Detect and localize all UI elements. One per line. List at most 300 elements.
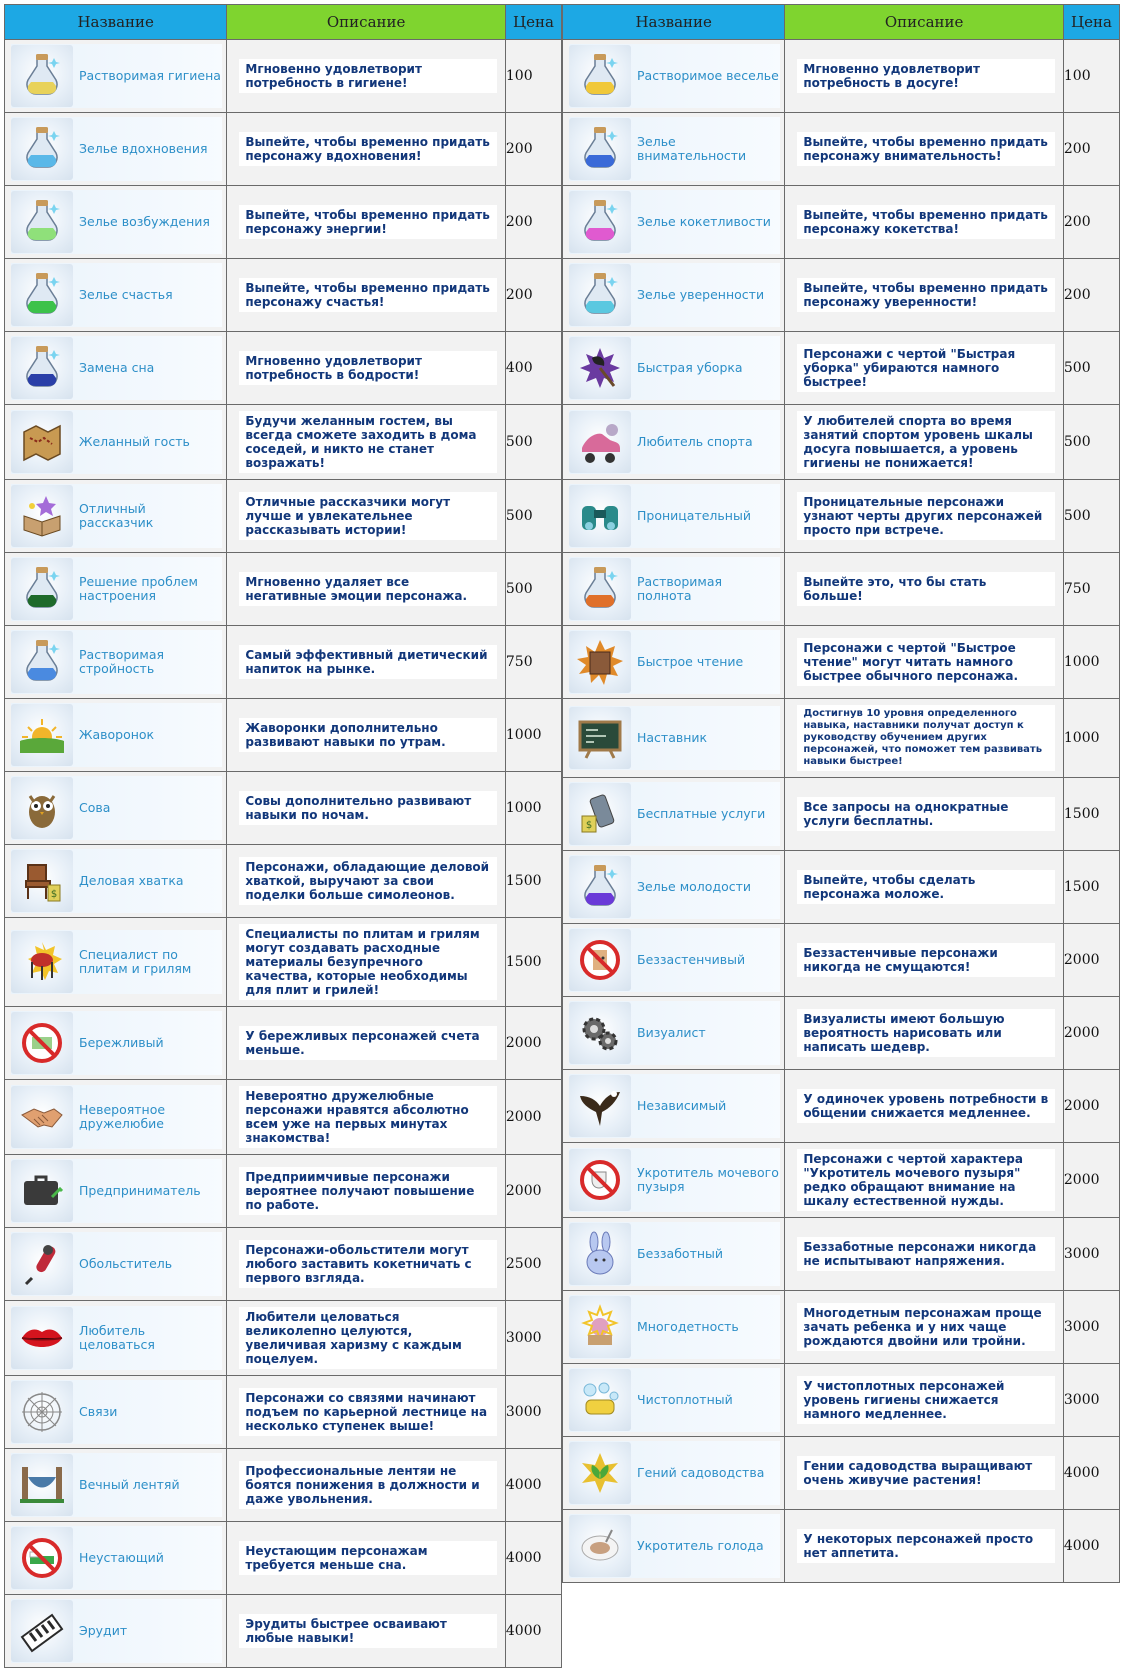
trait-name: Визуалист [637,1025,706,1040]
trait-description: Беззастенчивые персонажи никогда не смущаются! [797,943,1055,977]
table-row [563,1070,1120,1143]
trait-description: Выпейте, чтобы временно придать персонажу уверенности! [797,278,1055,312]
description-cell [227,845,506,918]
trait-price: 3000 [1063,1218,1119,1291]
potion-icon [11,558,73,620]
table-row [5,626,562,699]
svg-text:$: $ [50,889,58,900]
column-header-description: Описание [227,5,506,40]
trait-name-box [11,630,222,694]
description-cell [227,1007,506,1080]
name-cell [5,1080,227,1155]
trait-price: 750 [505,626,561,699]
name-cell [5,1449,227,1522]
flower-icon [569,1442,631,1504]
traits-table-left [4,4,562,1668]
table-row [5,1007,562,1080]
trait-description: Выпейте это, что бы стать больше! [797,572,1055,606]
trait-price: 3000 [505,1376,561,1449]
trait-name: Растворимая стройность [79,647,165,676]
trait-description: Совы дополнительно развивают навыки по ночам. [239,791,497,825]
trait-name-box [569,1001,780,1065]
trait-description: Персонажи, обладающие деловой хваткой, выручают за свои поделки больше симолеонов. [239,857,497,905]
trait-description: Будучи желанным гостем, вы всегда сможете заходить в дома соседей, и никто не станет возражать! [239,411,497,473]
name-cell [5,186,227,259]
trait-price: 500 [1063,332,1119,405]
trait-name-box [11,410,222,474]
trait-name: Беззастенчивый [637,952,746,967]
trait-name: Бесплатные услуги [637,806,766,821]
trait-price: 200 [505,113,561,186]
table-row [563,851,1120,924]
trait-price: 1000 [505,699,561,772]
description-cell [785,997,1064,1070]
trait-name-box [569,1514,780,1578]
trait-name: Вечный лентяй [79,1477,180,1492]
table-row [5,699,562,772]
trait-description: Самый эффективный диетический напиток на рынке. [239,645,497,679]
trait-name-box [569,1074,780,1138]
table-row [5,1449,562,1522]
map-icon [11,411,73,473]
trait-name: Жаворонок [79,727,155,742]
name-cell [563,186,785,259]
no-bed-icon [11,1527,73,1589]
potion-icon [569,856,631,918]
description-cell [227,1228,506,1301]
trait-description: Персонажи со связями начинают подъем по карьерной лестнице на несколько ступенек выше! [239,1388,497,1436]
trait-price: 500 [1063,480,1119,553]
trait-price: 2000 [1063,1143,1119,1218]
table-row [563,1364,1120,1437]
trait-name-box [11,1232,222,1296]
name-cell [563,553,785,626]
name-cell [5,1007,227,1080]
trait-name-box [569,484,780,548]
sneaker-icon [569,411,631,473]
trait-description: Специалисты по плитам и грилям могут создавать расходные материалы безупречного качества, которые необходимы для плит и грилей! [239,924,497,1000]
trait-description: Персонажи с чертой "Быстрое чтение" могут читать намного быстрее обычного персонажа. [797,638,1055,686]
trait-name: Укротитель мочевого пузыря [637,1165,779,1194]
description-cell [227,1449,506,1522]
trait-description: У чистоплотных персонажей уровень гигиены снижается намного медленнее. [797,1376,1055,1424]
table-row [563,924,1120,997]
trait-price: 4000 [505,1522,561,1595]
trait-name: Обольститель [79,1256,173,1271]
description-cell [785,113,1064,186]
trait-price: 3000 [505,1301,561,1376]
description-cell [785,1437,1064,1510]
trait-name: Чистоплотный [637,1392,733,1407]
name-cell [563,1143,785,1218]
trait-description: Мгновенно удовлетворит потребность в досуге! [797,59,1055,93]
soap-icon [569,1369,631,1431]
trait-name-box [11,849,222,913]
description-cell [227,1376,506,1449]
name-cell [563,259,785,332]
table-row [5,259,562,332]
name-cell [563,480,785,553]
description-cell [785,480,1064,553]
briefcase-icon [11,1160,73,1222]
trait-price: 1500 [1063,851,1119,924]
name-cell [5,626,227,699]
table-row [5,918,562,1007]
trait-name-box [11,1526,222,1590]
trait-description: Выпейте, чтобы временно придать персонажу кокетства! [797,205,1055,239]
trait-name: Многодетность [637,1319,739,1334]
trait-price: 200 [1063,113,1119,186]
trait-description: Визуалисты имеют большую вероятность нарисовать или написать шедевр. [797,1009,1055,1057]
trait-description: Предприимчивые персонажи вероятнее получают повышение по работе. [239,1167,497,1215]
trait-name-box [569,706,780,770]
table-row [5,332,562,405]
description-cell [227,259,506,332]
description-cell [785,626,1064,699]
potion-icon [11,118,73,180]
trait-description: Выпейте, чтобы временно придать персонажу вдохновения! [239,132,497,166]
trait-price: 500 [505,405,561,480]
piano-icon [11,1600,73,1662]
description-cell [785,1143,1064,1218]
trait-price: 4000 [505,1595,561,1668]
table-row [5,1595,562,1668]
trait-description: Жаворонки дополнительно развивают навыки по утрам. [239,718,497,752]
name-cell [563,1364,785,1437]
trait-name: Специалист по плитам и грилям [79,947,192,976]
trait-description: У некоторых персонажей просто нет аппетита. [797,1529,1055,1563]
trait-description: Эрудиты быстрее осваивают любые навыки! [239,1614,497,1648]
table-row [563,113,1120,186]
trait-description: Выпейте, чтобы временно придать персонажу внимательность! [797,132,1055,166]
column-header-description: Описание [785,5,1064,40]
trait-price: 200 [1063,259,1119,332]
description-cell [227,40,506,113]
description-cell [785,1364,1064,1437]
trait-price: 200 [505,259,561,332]
name-cell [5,1228,227,1301]
table-row [563,997,1120,1070]
name-cell [5,1301,227,1376]
trait-price: 750 [1063,553,1119,626]
name-cell [5,40,227,113]
name-cell [563,332,785,405]
trait-description: Мгновенно удаляет все негативные эмоции персонажа. [239,572,497,606]
trait-name: Неустающий [79,1550,164,1565]
trait-description: Выпейте, чтобы временно придать персонажу энергии! [239,205,497,239]
sunrise-icon [11,704,73,766]
description-cell [227,405,506,480]
trait-name: Зелье кокетливости [637,214,771,229]
no-money-icon [11,1012,73,1074]
trait-price: 1000 [505,772,561,845]
table-row [563,1437,1120,1510]
trait-name: Желанный гость [79,434,190,449]
potion-icon [11,45,73,107]
description-cell [227,480,506,553]
table-row [5,1228,562,1301]
name-cell [563,851,785,924]
trait-description: Мгновенно удовлетворит потребность в бодрости! [239,351,497,385]
stork-icon [569,1296,631,1358]
trait-description: Достигнув 10 уровня определенного навыка, наставники получат доступ к руководству обучением других персонажей, что поможет тем развивать навыки быстрее! [797,705,1055,771]
table-row [5,845,562,918]
trait-price: 4000 [505,1449,561,1522]
trait-price: 400 [505,332,561,405]
trait-name: Любитель целоваться [79,1323,155,1352]
description-cell [227,332,506,405]
name-cell [5,1155,227,1228]
name-cell [563,699,785,778]
trait-description: Профессиональные лентяи не боятся понижения в должности и даже увольнения. [239,1461,497,1509]
trait-name-box [569,557,780,621]
description-cell [785,405,1064,480]
description-cell [227,1522,506,1595]
trait-price: 500 [505,480,561,553]
potion-icon [11,264,73,326]
trait-name-box [11,1085,222,1149]
trait-name: Решение проблем настроения [79,574,198,603]
description-cell [785,553,1064,626]
no-blush-icon [569,929,631,991]
trait-description: Персонажи-обольстители могут любого заставить кокетничать с первого взгляда. [239,1240,497,1288]
description-cell [785,851,1064,924]
trait-price: 1000 [1063,699,1119,778]
table-row [563,332,1120,405]
traits-table-right [562,4,1120,1583]
trait-name-box [569,1148,780,1212]
trait-name: Зелье внимательности [637,134,747,163]
description-cell [785,186,1064,259]
trait-name: Предприниматель [79,1183,201,1198]
trait-price: 2000 [1063,1070,1119,1143]
gears-icon [569,1002,631,1064]
trait-price: 2000 [505,1007,561,1080]
plate-icon [569,1515,631,1577]
table-row [563,699,1120,778]
trait-name-box [569,190,780,254]
description-cell [227,1595,506,1668]
header-row [5,5,562,40]
lips-icon [11,1307,73,1369]
name-cell [563,997,785,1070]
trait-description: Неустающим персонажам требуется меньше сна. [239,1541,497,1575]
trait-name-box [569,1222,780,1286]
grill-icon [11,931,73,993]
trait-name: Замена сна [79,360,155,375]
name-cell [563,113,785,186]
potion-icon [569,118,631,180]
trait-name: Эрудит [79,1623,128,1638]
potion-icon [11,191,73,253]
column-header-name: Название [563,5,785,40]
table-row [563,186,1120,259]
trait-description: У одиночек уровень потребности в общении снижается медленнее. [797,1089,1055,1123]
trait-price: 3000 [1063,1291,1119,1364]
description-cell [227,553,506,626]
name-cell [5,553,227,626]
name-cell [5,113,227,186]
table-row [563,40,1120,113]
description-cell [785,924,1064,997]
trait-price: 500 [505,553,561,626]
table-row [563,259,1120,332]
potion-icon [569,191,631,253]
description-cell [227,918,506,1007]
name-cell [563,1291,785,1364]
description-cell [785,778,1064,851]
trait-price: 100 [1063,40,1119,113]
trait-name: Независимый [637,1098,727,1113]
trait-name: Беззаботный [637,1246,724,1261]
trait-name: Любитель спорта [637,434,753,449]
description-cell [227,626,506,699]
chalkboard-icon [569,707,631,769]
description-cell [785,332,1064,405]
column-header-name: Название [5,5,227,40]
trait-description: Выпейте, чтобы сделать персонажа моложе. [797,870,1055,904]
potion-icon [11,337,73,399]
trait-description: Мгновенно удовлетворит потребность в гигиене! [239,59,497,93]
table-row [5,1376,562,1449]
trait-name-box [11,190,222,254]
trait-name-box [11,930,222,994]
trait-name: Невероятное дружелюбие [79,1102,166,1131]
duster-icon [569,337,631,399]
eagle-icon [569,1075,631,1137]
description-cell [785,1291,1064,1364]
trait-name-box [11,263,222,327]
trait-name-box [569,410,780,474]
column-header-price: Цена [1063,5,1119,40]
table-row [5,480,562,553]
owl-icon [11,777,73,839]
description-cell [785,259,1064,332]
trait-name: Проницательный [637,508,751,523]
name-cell [5,405,227,480]
trait-description: Проницательные персонажи узнают черты других персонажей просто при встрече. [797,492,1055,540]
trait-name-box [11,1380,222,1444]
description-cell [227,772,506,845]
trait-description: У бережливых персонажей счета меньше. [239,1026,497,1060]
trait-price: 4000 [1063,1510,1119,1583]
potion-icon [569,558,631,620]
table-row [563,1218,1120,1291]
trait-name: Зелье возбуждения [79,214,210,229]
trait-name: Зелье уверенности [637,287,765,302]
trait-name-box [11,484,222,548]
name-cell [563,405,785,480]
trait-name: Зелье вдохновения [79,141,208,156]
trait-name: Растворимая гигиена [79,68,221,83]
description-cell [227,113,506,186]
description-cell [785,1070,1064,1143]
trait-name-box [11,1599,222,1663]
trait-price: 4000 [1063,1437,1119,1510]
name-cell [563,1437,785,1510]
description-cell [227,186,506,259]
table-row [5,1301,562,1376]
trait-name-box [569,630,780,694]
name-cell [563,1510,785,1583]
storybook-icon [11,485,73,547]
bunny-icon [569,1223,631,1285]
trait-price: 100 [505,40,561,113]
trait-name: Деловая хватка [79,873,184,888]
trait-name-box [569,263,780,327]
phone-money-icon [569,783,631,845]
table-row [5,1155,562,1228]
svg-text:$: $ [585,820,593,831]
name-cell [563,1218,785,1291]
trait-name: Наставник [637,730,708,745]
description-cell [227,1155,506,1228]
table-row [563,480,1120,553]
trait-name-box [569,117,780,181]
trait-price: 2000 [505,1155,561,1228]
trait-name-box [11,336,222,400]
trait-price: 1500 [505,845,561,918]
trait-name: Отличный рассказчик [79,501,154,530]
trait-description: Отличные рассказчики могут лучше и увлекательнее рассказывать истории! [239,492,497,540]
name-cell [5,1522,227,1595]
no-toilet-icon [569,1149,631,1211]
name-cell [5,259,227,332]
table-row [563,553,1120,626]
table-row [563,1143,1120,1218]
description-cell [785,1218,1064,1291]
trait-price: 2000 [1063,924,1119,997]
name-cell [563,924,785,997]
table-row [563,626,1120,699]
name-cell [5,1595,227,1668]
trait-description: Невероятно дружелюбные персонажи нравятся абсолютно всем уже на первых минутах знакомства! [239,1086,497,1148]
name-cell [5,845,227,918]
trait-name-box [11,117,222,181]
trait-name: Растворимое веселье [637,68,779,83]
trait-price: 2000 [505,1080,561,1155]
name-cell [5,332,227,405]
table-row [5,1080,562,1155]
trait-description: Гении садоводства выращивают очень живучие растения! [797,1456,1055,1490]
table-row [5,553,562,626]
trait-name-box [11,776,222,840]
name-cell [5,918,227,1007]
name-cell [5,480,227,553]
trait-name: Связи [79,1404,118,1419]
header-row [563,5,1120,40]
trait-name-box [569,1295,780,1359]
name-cell [5,772,227,845]
table-row [563,1291,1120,1364]
trait-description: Все запросы на однократные услуги бесплатны. [797,797,1055,831]
trait-description: Многодетным персонажам проще зачать ребенка и у них чаще рождаются двойни или тройни. [797,1303,1055,1351]
trait-name-box [11,1011,222,1075]
trait-description: Выпейте, чтобы временно придать персонажу счастья! [239,278,497,312]
name-cell [563,778,785,851]
trait-name: Укротитель голода [637,1538,764,1553]
description-cell [785,1510,1064,1583]
table-row [563,1510,1120,1583]
trait-name-box [11,1306,222,1370]
name-cell [5,1376,227,1449]
trait-name: Зелье счастья [79,287,173,302]
description-cell [227,1080,506,1155]
trait-name: Бережливый [79,1035,164,1050]
trait-description: Любители целоваться великолепно целуются, увеличивая харизму с каждым поцелуем. [239,1307,497,1369]
trait-description: Беззаботные персонажи никогда не испытывают напряжения. [797,1237,1055,1271]
trait-price: 200 [505,186,561,259]
